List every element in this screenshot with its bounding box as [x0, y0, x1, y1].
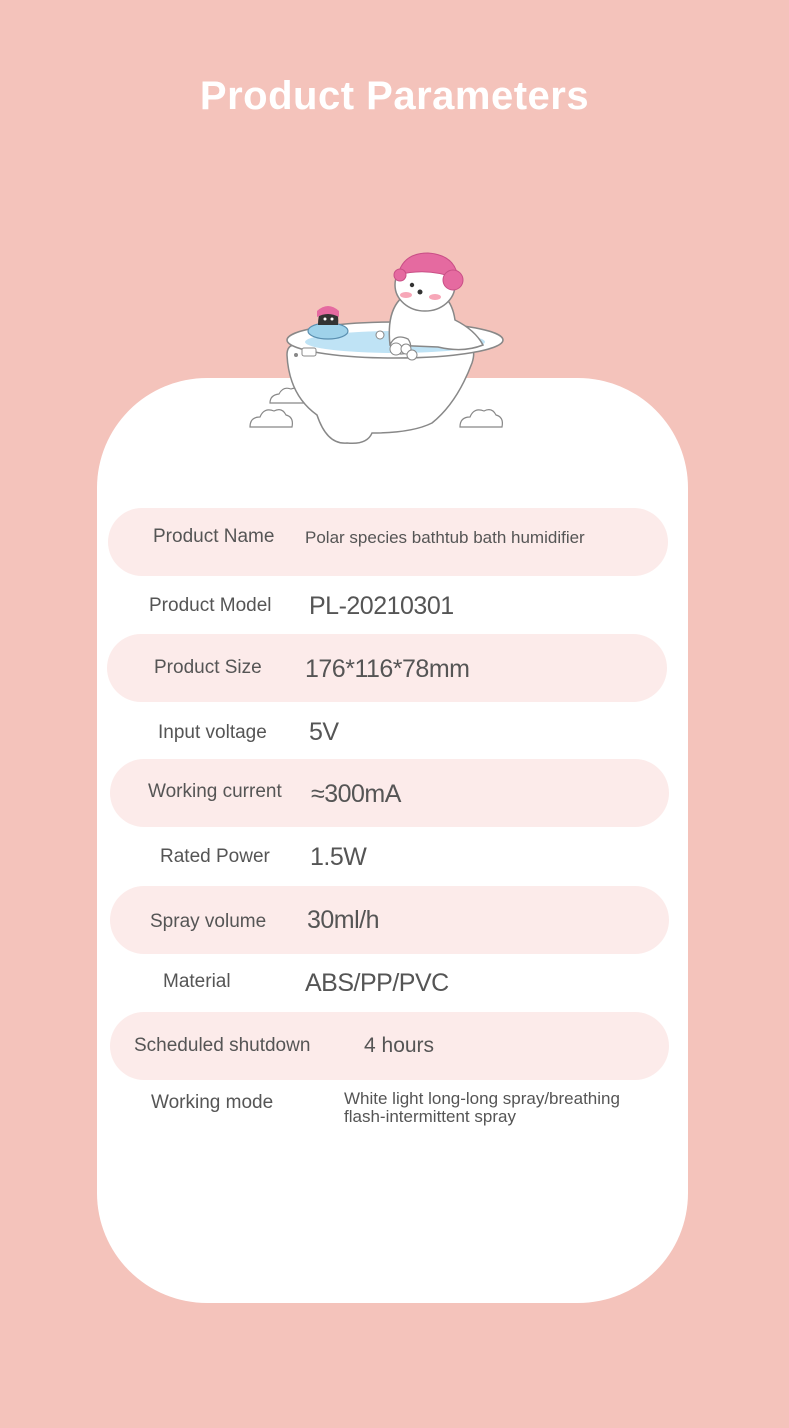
param-label-working-mode: Working mode [151, 1092, 274, 1113]
param-label-product-name: Product Name [153, 526, 275, 547]
param-value-product-model: PL-20210301 [309, 592, 454, 620]
param-value-working-current: ≈300mA [311, 780, 401, 808]
param-label-material: Material [163, 971, 231, 992]
param-value-product-name: Polar species bathtub bath humidifier [305, 528, 585, 547]
param-value-material: ABS/PP/PVC [305, 969, 449, 997]
param-value-input-voltage: 5V [309, 718, 339, 746]
param-label-input-voltage: Input voltage [158, 722, 267, 743]
param-label-product-size: Product Size [154, 657, 262, 678]
param-label-working-current: Working current [148, 781, 282, 802]
param-label-scheduled-shutdown: Scheduled shutdown [134, 1035, 311, 1056]
param-label-rated-power: Rated Power [160, 846, 270, 867]
page-title: Product Parameters [199, 74, 590, 118]
param-label-spray-volume: Spray volume [150, 911, 267, 932]
param-label-product-model: Product Model [149, 595, 272, 616]
param-value-scheduled-shutdown: 4 hours [364, 1034, 435, 1057]
polar-bear-bathtub-icon [240, 245, 520, 450]
param-value-product-size: 176*116*78mm [305, 655, 470, 683]
param-value-spray-volume: 30ml/h [307, 906, 380, 934]
param-value-working-mode: White light long-long spray/breathing flash-intermittent spray [344, 1089, 620, 1126]
param-value-rated-power: 1.5W [310, 843, 367, 871]
